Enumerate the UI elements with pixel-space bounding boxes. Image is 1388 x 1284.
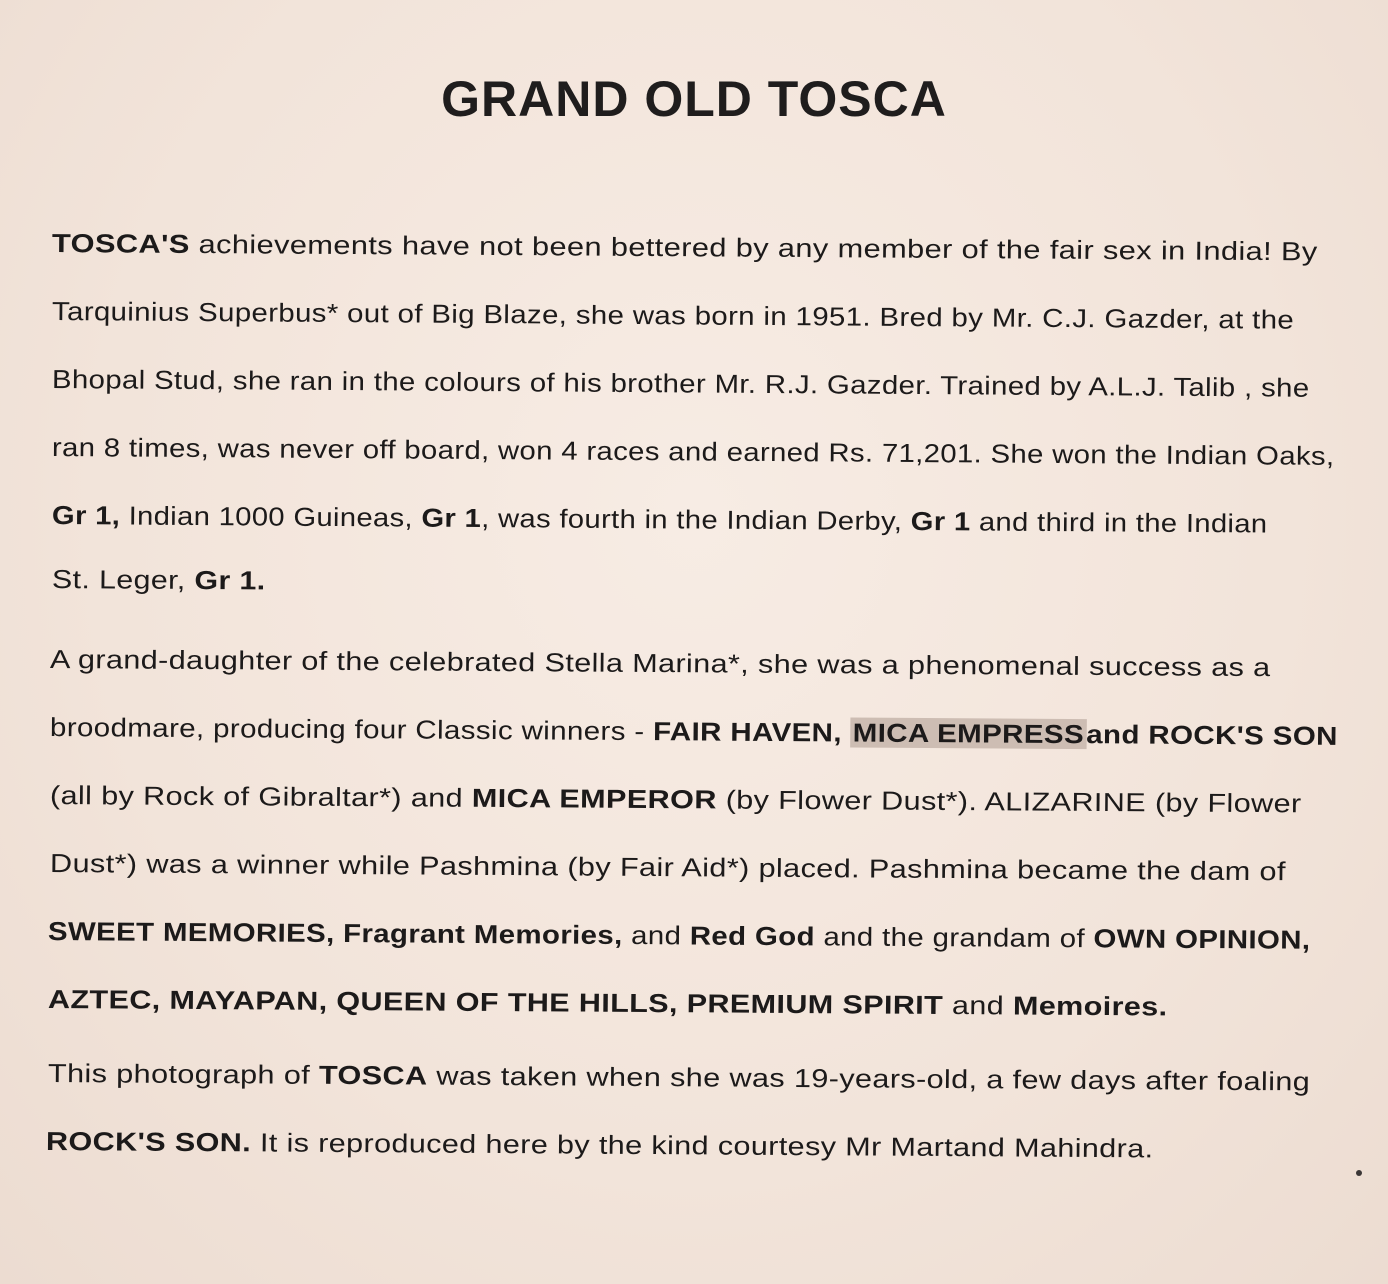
bold-text: TOSCA (318, 1059, 428, 1091)
text: was taken when she was 19-years-old, a few days after foaling (427, 1060, 1311, 1097)
bold-text: Gr 1. (194, 564, 266, 596)
bold-text: Gr 1 (421, 502, 482, 534)
bold-text: AZTEC, MAYAPAN, QUEEN OF THE HILLS, PREMIUM SPIRIT (47, 984, 944, 1020)
bold-text: Memoires. (1012, 990, 1168, 1022)
highlighted-text: MICA EMPRESS (850, 718, 1086, 750)
para3-line-1 (48, 1058, 1310, 1097)
para2-line-6 (48, 984, 1168, 1022)
bold-text: Red God (689, 920, 816, 952)
text: It is reproduced here by the kind courtesy Mr Martand Mahindra. (250, 1127, 1154, 1164)
bold-text: MICA EMPEROR (471, 782, 717, 815)
para2-line-2 (50, 712, 1338, 752)
para2-line-5 (48, 916, 1311, 956)
text: and third in the Indian (970, 506, 1268, 539)
text: and the grandam of (814, 921, 1094, 954)
text: broodmare, producing four Classic winners - (49, 712, 654, 747)
bold-text: OWN OPINION, (1093, 923, 1311, 955)
ink-speck (1356, 1170, 1362, 1176)
para2-line-4 (50, 848, 1286, 887)
page-title: GRAND OLD TOSCA (441, 71, 947, 127)
bold-text: Gr 1, (51, 500, 121, 531)
para1-line-4 (52, 432, 1335, 472)
text: (by Flower Dust*). ALIZARINE (by Flower (716, 784, 1302, 819)
text: (all by Rock of Gibraltar*) and (49, 780, 473, 813)
text: , was fourth in the Indian Derby, (481, 503, 911, 537)
text: and (943, 989, 1014, 1021)
text: A grand-daughter of the celebrated Stella Marina*, she was a phenomenal success as a (49, 644, 1271, 683)
bold-text: FAIR HAVEN, (652, 716, 851, 748)
text: This photograph of (47, 1058, 320, 1090)
bold-text: and ROCK'S SON (1086, 719, 1338, 751)
bold-text: ROCK'S SON. (45, 1126, 252, 1158)
text: St. Leger, (51, 564, 195, 595)
para3-line-2 (46, 1126, 1154, 1164)
text: Indian 1000 Guineas, (120, 500, 422, 533)
para1-line-2 (52, 296, 1294, 336)
text: achievements have not been bettered by any member of the fair sex in India! By (189, 228, 1318, 267)
para1-line-6 (52, 564, 266, 596)
para1-line-1 (52, 228, 1318, 267)
bold-text: Gr 1 (910, 506, 971, 537)
text: Tarquinius Superbus* out of Big Blaze, she was born in 1951. Bred by Mr. C.J. Gazder, at the (51, 296, 1295, 335)
para2-line-3 (50, 780, 1302, 819)
bold-text: TOSCA'S (51, 228, 190, 259)
text: ran 8 times, was never off board, won 4 races and earned Rs. 71,201. She won the Indian Oaks, (51, 432, 1335, 471)
text: Dust*) was a winner while Pashmina (by Fair Aid*) placed. Pashmina became the dam of (49, 848, 1286, 887)
text: and (622, 919, 690, 951)
text: Bhopal Stud, she ran in the colours of his brother Mr. R.J. Gazder. Trained by A.L.J. Talib , she (51, 364, 1310, 403)
para1-line-5 (52, 500, 1268, 540)
bold-text: SWEET MEMORIES, Fragrant Memories, (47, 916, 623, 950)
para1-line-3 (52, 364, 1310, 404)
para2-line-1 (50, 644, 1271, 683)
